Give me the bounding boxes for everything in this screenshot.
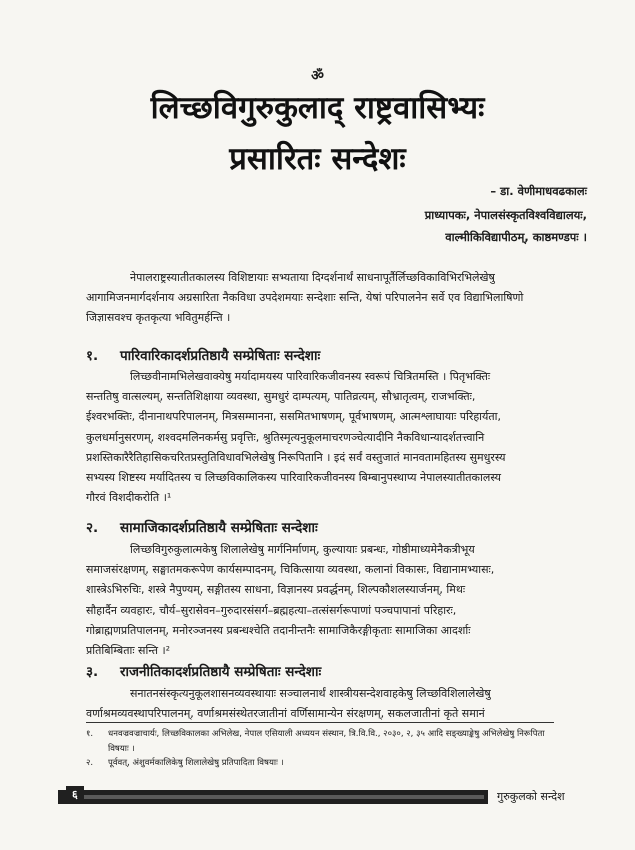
- footnote-divider: [86, 722, 554, 723]
- paragraph-line: गोब्राह्मणप्रतिपालनम्, मनोरञ्जनस्य प्रबन्धश्चेति तदानीन्तनैः सामाजिकैरङ्गीकृताः सामाजिका आदर्शाः: [86, 623, 471, 637]
- paragraph-line: कुलधर्मानुसरणम्, शश्वदमलिनकर्मसु प्रवृत्तिः, श्रुतिस्मृत्यनुकूलमाचरणञ्चेत्यादीनि नैकविधान्यादर्शतत्त्वानि: [86, 430, 485, 444]
- footer-rule-inner: [72, 795, 484, 799]
- page-number: ६: [66, 786, 84, 803]
- section-2-paragraph: [86, 540, 552, 661]
- paragraph-line: ईश्वरभक्तिः, दीनानाथपरिपालनम्, मित्रसम्मानना, ससमितभाषणम्, पूर्वभाषणम्, आत्मश्लाघायाः परिहार्यता,: [86, 410, 501, 424]
- paragraph-line: लिच्छविगुरुकुलात्मकेषु शिलालेखेषु मार्गनिर्माणम्, कुल्यायाः प्रबन्धः, गोष्ठीमाध्यमेनैकत्रीभूय: [130, 543, 475, 556]
- section-2-number: २.: [86, 520, 99, 536]
- section-3-paragraph: [86, 684, 552, 724]
- footnote-text: धनवज्रवज्राचार्यः, लिच्छविकालका अभिलेख, नेपाल एसियाली अध्ययन संस्थान, त्रि.वि.वि., २०३०, २, ३५ आदि सङ्ख्याङ्केषु अभिलेखेषु निरूपिता विषयाः ।: [108, 729, 545, 754]
- section-2-heading: सामाजिकादर्शप्रतिष्ठायै सम्प्रेषिताः सन्देशाः: [120, 520, 318, 536]
- title-line-1: लिच्छविगुरुकुलाद् राष्ट्रवासिभ्यः: [150, 90, 485, 126]
- intro-paragraph: [86, 268, 552, 329]
- paragraph-line: सभ्यस्य शिष्टस्य मर्यादितस्य च लिच्छविकालिकस्य पारिवारिकजीवनस्य बिम्बानुपस्थाप्य नेपालस्यातीतकालस्य: [86, 471, 501, 485]
- footnote-text: पूर्ववत्, अंशुवर्मकालिकेषु शिलालेखेषु प्रतिपादिता विषयाः ।: [108, 758, 284, 768]
- section-1-heading: पारिवारिकादर्शप्रतिष्ठायै सम्प्रेषिताः सन्देशाः: [120, 348, 321, 364]
- section-1-paragraph: [86, 367, 552, 508]
- title-line-2: प्रसारितः सन्देशः: [229, 141, 406, 177]
- intro-line: आगामिजनमार्गदर्शनाय अग्रसारिता नैकविधा उपदेशमयाः सन्देशाः सन्ति, येषां परिपालनेन सर्वे एव विद्याभिलाषिणो: [86, 291, 524, 305]
- paragraph-line: गौरवं विशदीकरोति ।¹: [86, 491, 172, 505]
- author-affiliation: वाल्मीकिविद्यापीठम्, काष्ठमण्डपः ।: [445, 230, 587, 244]
- paragraph-line: शास्त्रेऽभिरुचिः, शस्त्रे नैपुण्यम्, सङ्गीतस्य साधना, विज्ञानस्य प्रवर्द्धनम्, शिल्पकौशलस्यार्जनम्, मिथः: [86, 583, 466, 597]
- intro-line: नेपालराष्ट्रस्यातीतकालस्य विशिष्टायाः सभ्यताया दिग्दर्शनार्थं साधनापूर्तैर्लिच्छविकाविभिरभिलेखेषु: [130, 271, 495, 284]
- paragraph-line: सनातनसंस्कृत्यनुकूलशासनव्यवस्थायाः सञ्चालनार्थं शास्त्रीयसन्देशवाहकेषु लिच्छविशिलालेखेषु: [130, 687, 491, 700]
- section-1-number: १.: [86, 348, 99, 364]
- running-head: गुरुकुलको सन्देश: [497, 790, 565, 803]
- author-position: प्राध्यापकः, नेपालसंस्कृतविश्वविद्यालयः,: [424, 208, 587, 222]
- paragraph-line: वर्णाश्रमव्यवस्थापरिपालनम्, वर्णाश्रमसंस्थेतरजातीनां वर्णिसामान्येन संरक्षणम्, सकलजातीनां कृते समानं: [86, 707, 485, 721]
- paragraph-line: सौहार्दैन व्यवहारः, चौर्य–सुरासेवन–गुरुदारसंसर्ग–ब्रह्महत्या–तत्संसर्गरूपाणां पञ्चपापानां परिहारः,: [86, 603, 457, 617]
- paragraph-line: प्रशस्तिकारैरैतिहासिकचरितप्रस्तुतिविधावभिलेखेषु निरूपितानि । इदं सर्वं वस्तुजातं मानवतामहितस्य सुमधुरस्य: [86, 450, 506, 464]
- paragraph-line: प्रतिबिम्बिताः सन्ति ।²: [86, 644, 171, 658]
- footnote-number: १.: [86, 729, 94, 739]
- paragraph-line: समाजसंरक्षणम्, सङ्घातमकरूपेण कार्यसम्पादनम्, चिकित्साया व्यवस्था, कलानां विकासः, विद्यानामभ्यासः,: [86, 563, 495, 577]
- section-3-heading: राजनीतिकादर्शप्रतिष्ठायै सम्प्रेषिताः सन्देशाः: [120, 664, 322, 680]
- footnote-number: २.: [86, 758, 94, 768]
- section-3-number: ३.: [86, 664, 99, 680]
- author-name: – डा. वेणीमाधवढकालः: [490, 184, 587, 198]
- om-symbol: ॐ: [311, 68, 324, 84]
- paragraph-line: सन्ततिषु वात्सल्यम्, सन्ततिशिक्षाया व्यवस्था, सुमधुरं दाम्पत्यम्, पातिव्रत्यम्, सौभ्रातृत्वम्, राजभक्तिः,: [86, 390, 476, 404]
- intro-line: जिज्ञासवश्च कृतकृत्या भवितुमर्हन्ति ।: [86, 311, 231, 325]
- paragraph-line: लिच्छवीनामभिलेखवाक्येषु मर्यादामयस्य पारिवारिकजीवनस्य स्वरूपं चित्रितमस्ति । पितृभक्तिः: [130, 370, 491, 383]
